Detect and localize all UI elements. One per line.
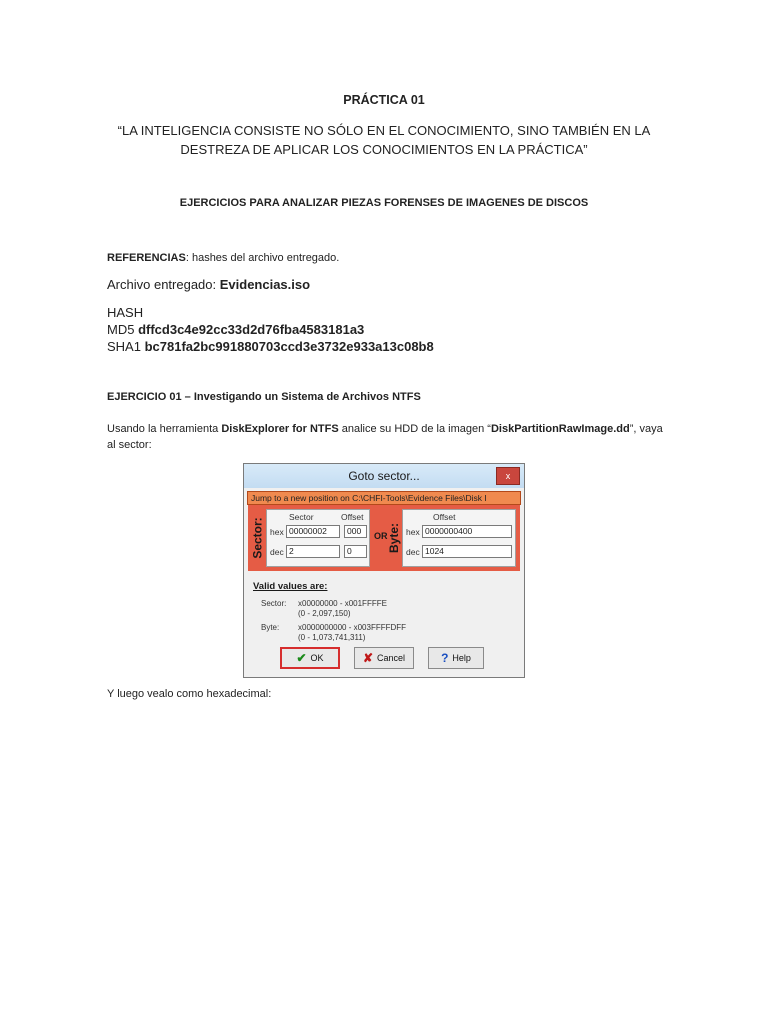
byte-hex-label: hex bbox=[406, 527, 420, 537]
instr-text-3: ”, vaya al sector: bbox=[107, 423, 663, 451]
md5-label: MD5 bbox=[107, 322, 139, 337]
dialog-titlebar bbox=[244, 464, 524, 488]
archivo-line bbox=[107, 277, 310, 292]
ok-label: OK bbox=[310, 653, 324, 663]
ok-button[interactable] bbox=[280, 647, 340, 669]
byte-panel bbox=[402, 509, 516, 567]
references-label: REFERENCIAS bbox=[107, 252, 186, 264]
references-line bbox=[107, 252, 339, 264]
byte-range-label: Byte: bbox=[261, 623, 280, 632]
sector-hex-input[interactable]: 00000002 bbox=[286, 525, 340, 538]
byte-hex-input[interactable]: 0000000400 bbox=[422, 525, 512, 538]
sha1-value: bc781fa2bc991880703ccd3e3732e933a13c08b8 bbox=[144, 339, 434, 354]
byte-dec-input[interactable]: 1024 bbox=[422, 545, 512, 558]
byte-range-dec: (0 - 1,073,741,311) bbox=[298, 633, 366, 642]
md5-line bbox=[107, 321, 434, 338]
byte-range-hex: x0000000000 - x003FFFFDFF bbox=[298, 623, 407, 632]
doc-title: PRÁCTICA 01 bbox=[343, 93, 425, 107]
sha1-line bbox=[107, 338, 434, 355]
offset-col-label: Offset bbox=[341, 512, 364, 522]
sector-range-label: Sector: bbox=[261, 599, 287, 608]
md5-value: dffcd3c4e92cc33d2d76fba4583181a3 bbox=[138, 322, 365, 337]
byte-vlabel: Byte: bbox=[387, 522, 402, 554]
byte-dec-label: dec bbox=[406, 547, 420, 557]
jump-banner: Jump to a new position on C:\CHFI-Tools\Evidence Files\Disk I bbox=[247, 491, 521, 505]
instr-image: DiskPartitionRawImage.dd bbox=[490, 423, 630, 435]
instr-text-2: analice su HDD de la imagen “ bbox=[338, 423, 491, 435]
valid-values-title: Valid values are: bbox=[253, 581, 328, 592]
sector-dec-input[interactable]: 2 bbox=[286, 545, 340, 558]
offset-hex-input[interactable]: 000 bbox=[344, 525, 367, 538]
sha1-label: SHA1 bbox=[107, 339, 145, 354]
exercise-title: EJERCICIO 01 – Investigando un Sistema de Archivos NTFS bbox=[107, 391, 421, 403]
x-icon: ✘ bbox=[362, 651, 374, 665]
help-label: Help bbox=[452, 653, 471, 663]
after-dialog-text: Y luego vealo como hexadecimal: bbox=[107, 688, 272, 700]
hash-block bbox=[107, 304, 434, 355]
cancel-button[interactable] bbox=[354, 647, 414, 669]
sector-col-label: Sector bbox=[289, 512, 314, 522]
offset-dec-input[interactable]: 0 bbox=[344, 545, 367, 558]
doc-quote: “LA INTELIGENCIA CONSISTE NO SÓLO EN EL CONOCIMIENTO, SINO TAMBIÉN EN LA DESTREZA DE APLICAR LOS CONOCIMIENTOS EN LA PRÁCTICA” bbox=[117, 123, 651, 157]
sector-range-dec: (0 - 2,097,150) bbox=[298, 609, 351, 618]
hash-label: HASH bbox=[107, 305, 144, 320]
help-button[interactable] bbox=[428, 647, 484, 669]
dialog-title: Goto sector... bbox=[348, 469, 420, 483]
check-icon: ✔ bbox=[296, 651, 307, 665]
hex-label: hex bbox=[270, 527, 284, 537]
goto-sector-dialog bbox=[243, 463, 525, 678]
close-button[interactable]: x bbox=[496, 467, 520, 485]
position-group bbox=[248, 505, 520, 571]
cancel-label: Cancel bbox=[377, 653, 406, 663]
question-icon: ? bbox=[441, 651, 449, 665]
sector-range-hex: x00000000 - x001FFFFE bbox=[298, 599, 387, 608]
sector-panel bbox=[266, 509, 370, 567]
or-label: OR bbox=[374, 531, 388, 541]
archivo-value: Evidencias.iso bbox=[219, 277, 311, 292]
sector-vlabel: Sector: bbox=[251, 517, 265, 559]
instruction-paragraph bbox=[107, 421, 667, 453]
byte-offset-col-label: Offset bbox=[433, 512, 456, 522]
references-text: : hashes del archivo entregado. bbox=[185, 252, 340, 264]
instr-text-1: Usando la herramienta bbox=[107, 423, 222, 435]
doc-subtitle: EJERCICIOS PARA ANALIZAR PIEZAS FORENSES DE IMAGENES DE DISCOS bbox=[179, 197, 589, 209]
archivo-label: Archivo entregado: bbox=[107, 277, 220, 292]
dec-label: dec bbox=[270, 547, 284, 557]
instr-tool: DiskExplorer for NTFS bbox=[221, 423, 339, 435]
